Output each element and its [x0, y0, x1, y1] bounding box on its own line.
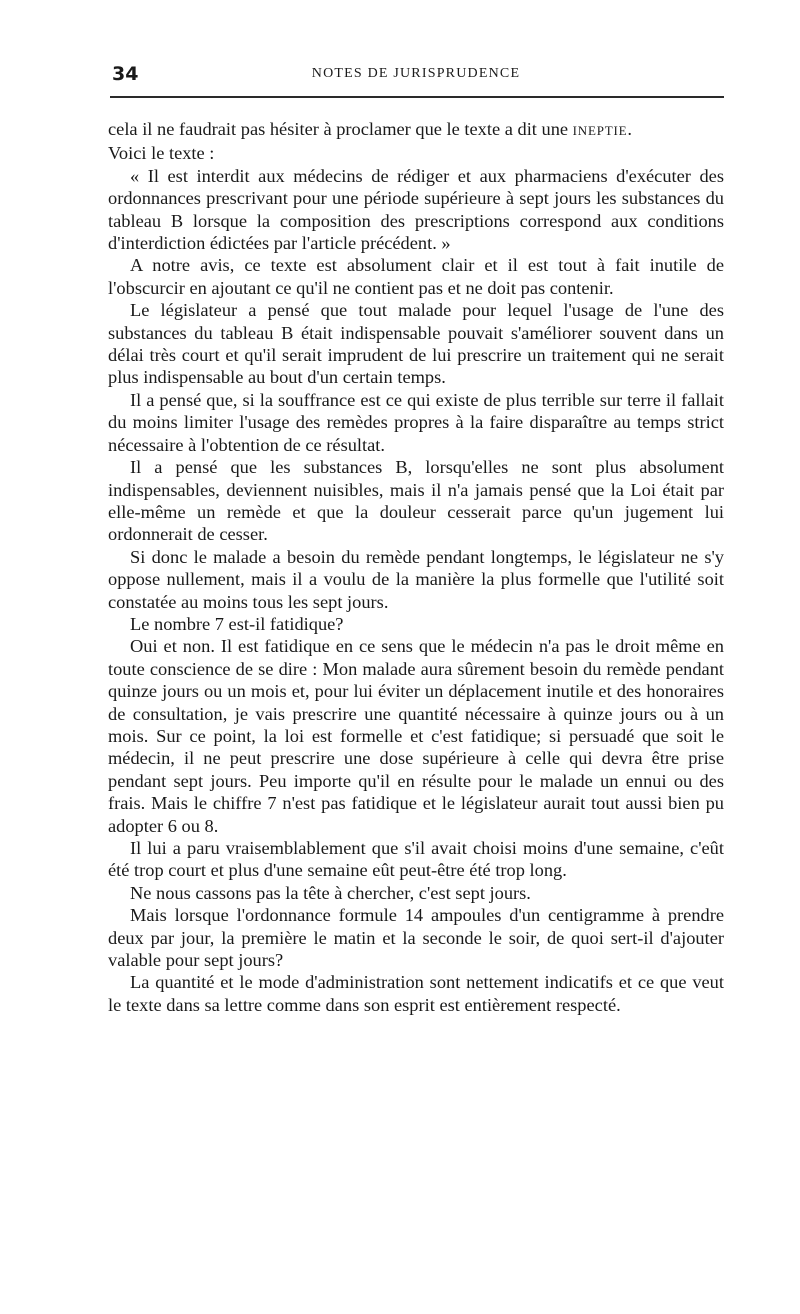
- paragraph-quote: « Il est interdit aux médecins de rédiger et aux pharmaciens d'exécuter des ordonnances prescrivant pour une période supérieure à sept jours les substances du tableau B lorsque la composition des prescriptions correspond aux conditions d'interdiction édictées par l'article précédent. »: [108, 165, 724, 254]
- paragraph-continuation: [108, 118, 724, 142]
- page-header: [108, 60, 724, 90]
- book-page: [108, 60, 724, 1016]
- header-rule: [110, 96, 724, 98]
- paragraph: Oui et non. Il est fatidique en ce sens que le médecin n'a pas le droit même en toute conscience de se dire : Mon malade aura sûrement besoin du remède pendant quinze jours ou un mois et, pour lui éviter un déplacement inutile et des honoraires de consultation, je vais prescrire une quantité nécessaire à quinze jours ou à un mois. Sur ce point, la loi est formelle et c'est fatidique; si persuadé que soit le médecin, il ne peut prescrire une dose supérieure à celle qui devra être prise pendant sept jours. Peu importe qu'il en résulte pour le malade un ennui ou des frais. Mais le chiffre 7 n'est pas fatidique et le législateur aurait tout aussi bien pu adopter 6 ou 8.: [108, 636, 724, 836]
- paragraph: Il a pensé que les substances B, lorsqu'elles ne sont plus absolument indispensables, deviennent nuisibles, mais il n'a jamais pensé que la Loi était par elle-même un remède et que la douleur cesserait parce qu'un jugement lui ordonnerait de cesser.: [108, 457, 724, 545]
- smallcaps-word: INEPTIE: [572, 123, 628, 138]
- paragraph: Mais lorsque l'ordonnance formule 14 ampoules d'un centigramme à prendre deux par jour, la première le matin et la seconde le soir, de quoi sert-il d'ajouter valable pour sept jours?: [108, 905, 724, 971]
- page-number: 34: [112, 63, 139, 85]
- running-head: NOTES DE JURISPRUDENCE: [311, 66, 521, 81]
- paragraph: Ne nous cassons pas la tête à chercher, c'est sept jours.: [130, 882, 531, 903]
- page-body: [108, 118, 724, 1016]
- paragraph: Il lui a paru vraisemblablement que s'il avait choisi moins d'une semaine, c'eût été trop court et plus d'une semaine eût peut-être été trop long.: [108, 838, 724, 881]
- paragraph: Le législateur a pensé que tout malade pour lequel l'usage de l'une des substances du tableau B était indispensable pouvait s'améliorer souvent dans un délai très court et qu'il serait imprudent de lui prescrire un traitement qui ne serait plus indispensable au bout d'un certain temps.: [108, 300, 724, 388]
- paragraph-text: cela il ne faudrait pas hésiter à proclamer que le texte a dit une: [108, 119, 573, 139]
- paragraph: Si donc le malade a besoin du remède pendant longtemps, le législateur ne s'y oppose nullement, mais il a voulu de la manière la plus formelle que l'utilité soit constatée au moins tous les sept jours.: [108, 546, 724, 612]
- paragraph: Le nombre 7 est-il fatidique?: [130, 613, 344, 634]
- paragraph-punct: .: [627, 119, 632, 139]
- paragraph: La quantité et le mode d'administration sont nettement indicatifs et ce que veut le texte dans sa lettre comme dans son esprit est entièrement respecté.: [108, 972, 724, 1015]
- paragraph: A notre avis, ce texte est absolument clair et il est tout à fait inutile de l'obscurcir en ajoutant ce qu'il ne contient pas et ne doit pas contenir.: [108, 255, 724, 298]
- paragraph-intro: Voici le texte :: [108, 143, 215, 164]
- paragraph: Il a pensé que, si la souffrance est ce qui existe de plus terrible sur terre il fallait du moins limiter l'usage des remèdes propres à la faire disparaître au temps strict nécessaire à l'obtention de ce résultat.: [108, 389, 724, 455]
